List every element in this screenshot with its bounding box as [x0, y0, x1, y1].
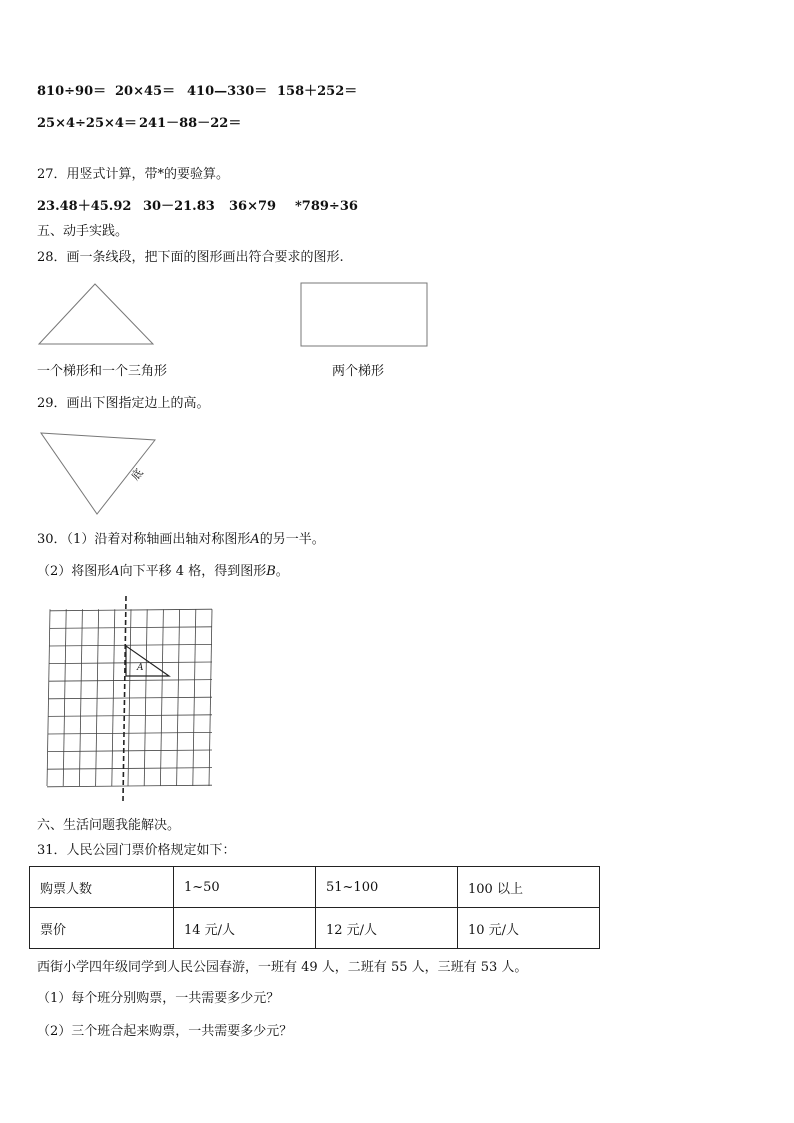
q30-grid-figure — [44, 594, 216, 804]
q30-part2-suffix: 。 — [275, 564, 289, 579]
q30-part1-suffix: 的另一半。 — [259, 532, 325, 547]
q27-item: 36×79 — [229, 199, 277, 214]
q27-item: 23.48＋45.92 — [37, 199, 132, 214]
q30-part2 — [37, 564, 289, 580]
grid-line-horizontal — [49, 662, 212, 664]
table-cell: 14 元/人 — [174, 908, 316, 949]
q28-caption-right: 两个梯形 — [332, 364, 385, 379]
q27-title: 27．用竖式计算，带*的要验算。 — [37, 167, 230, 182]
q30-part1 — [37, 532, 325, 548]
table-cell: 票价 — [30, 908, 174, 949]
calc-item: 410—330＝ — [187, 84, 268, 99]
q29-base-label: 底 — [128, 466, 146, 483]
table-cell: 1~50 — [174, 867, 316, 908]
grid-line-vertical — [112, 609, 115, 786]
q30-part1-var: A — [250, 532, 260, 547]
q28-caption-left: 一个梯形和一个三角形 — [37, 364, 168, 379]
q30-part2-var2: B — [266, 564, 276, 579]
grid-line-vertical — [79, 609, 82, 786]
section-5-heading: 五、动手实践。 — [37, 224, 129, 239]
q28-rectangle-figure — [300, 282, 430, 348]
ticket-price-table — [29, 866, 600, 949]
figure-a-label: A — [137, 663, 144, 673]
q30-part2-var: A — [110, 564, 120, 579]
q30-part2-middle: 向下平移 4 格，得到图形 — [119, 564, 267, 579]
grid-line-horizontal — [48, 732, 212, 734]
q31-title: 31．人民公园门票价格规定如下： — [37, 843, 236, 858]
table-cell: 10 元/人 — [458, 908, 600, 949]
table-row — [30, 867, 600, 908]
table-cell: 12 元/人 — [316, 908, 458, 949]
grid-line-vertical — [63, 609, 66, 786]
q28-triangle-figure — [36, 281, 156, 347]
grid-line-horizontal — [47, 768, 212, 770]
grid-line-horizontal — [47, 785, 212, 787]
q27-item: 30－21.83 — [143, 199, 215, 214]
calc-item: 810÷90＝ — [37, 84, 107, 99]
q31-sub2: （2）三个班合起来购票，一共需要多少元？ — [37, 1024, 293, 1039]
section-6-heading: 六、生活问题我能解决。 — [37, 818, 181, 833]
calc-item: 241－88－22＝ — [139, 116, 242, 131]
table-row — [30, 908, 600, 949]
table-cell: 购票人数 — [30, 867, 174, 908]
q27-item: *789÷36 — [295, 199, 358, 214]
calc-item: 20×45＝ — [115, 84, 176, 99]
q30-part2-prefix: （2）将图形 — [37, 564, 111, 579]
q29-title: 29．画出下图指定边上的高。 — [37, 396, 210, 411]
symmetry-axis — [123, 596, 126, 801]
q30-part1-prefix: 30．（1）沿着对称轴画出轴对称图形 — [37, 532, 251, 547]
grid-line-vertical — [47, 609, 50, 786]
grid-line-horizontal — [48, 750, 212, 752]
q31-text: 西街小学四年级同学到人民公园春游，一班有 49 人，二班有 55 人，三班有 53 人。 — [37, 960, 528, 975]
q31-sub1: （1）每个班分别购票，一共需要多少元？ — [37, 991, 280, 1006]
table-cell: 100 以上 — [458, 867, 600, 908]
calc-item: 158＋252＝ — [277, 84, 358, 99]
table-cell: 51~100 — [316, 867, 458, 908]
grid-line-vertical — [96, 609, 99, 786]
q28-title: 28．画一条线段，把下面的图形画出符合要求的图形. — [37, 250, 344, 265]
grid-line-horizontal — [48, 715, 212, 717]
calc-item: 25×4÷25×4＝ — [37, 116, 137, 131]
grid-line-horizontal — [49, 680, 212, 682]
grid-line-horizontal — [49, 697, 213, 699]
